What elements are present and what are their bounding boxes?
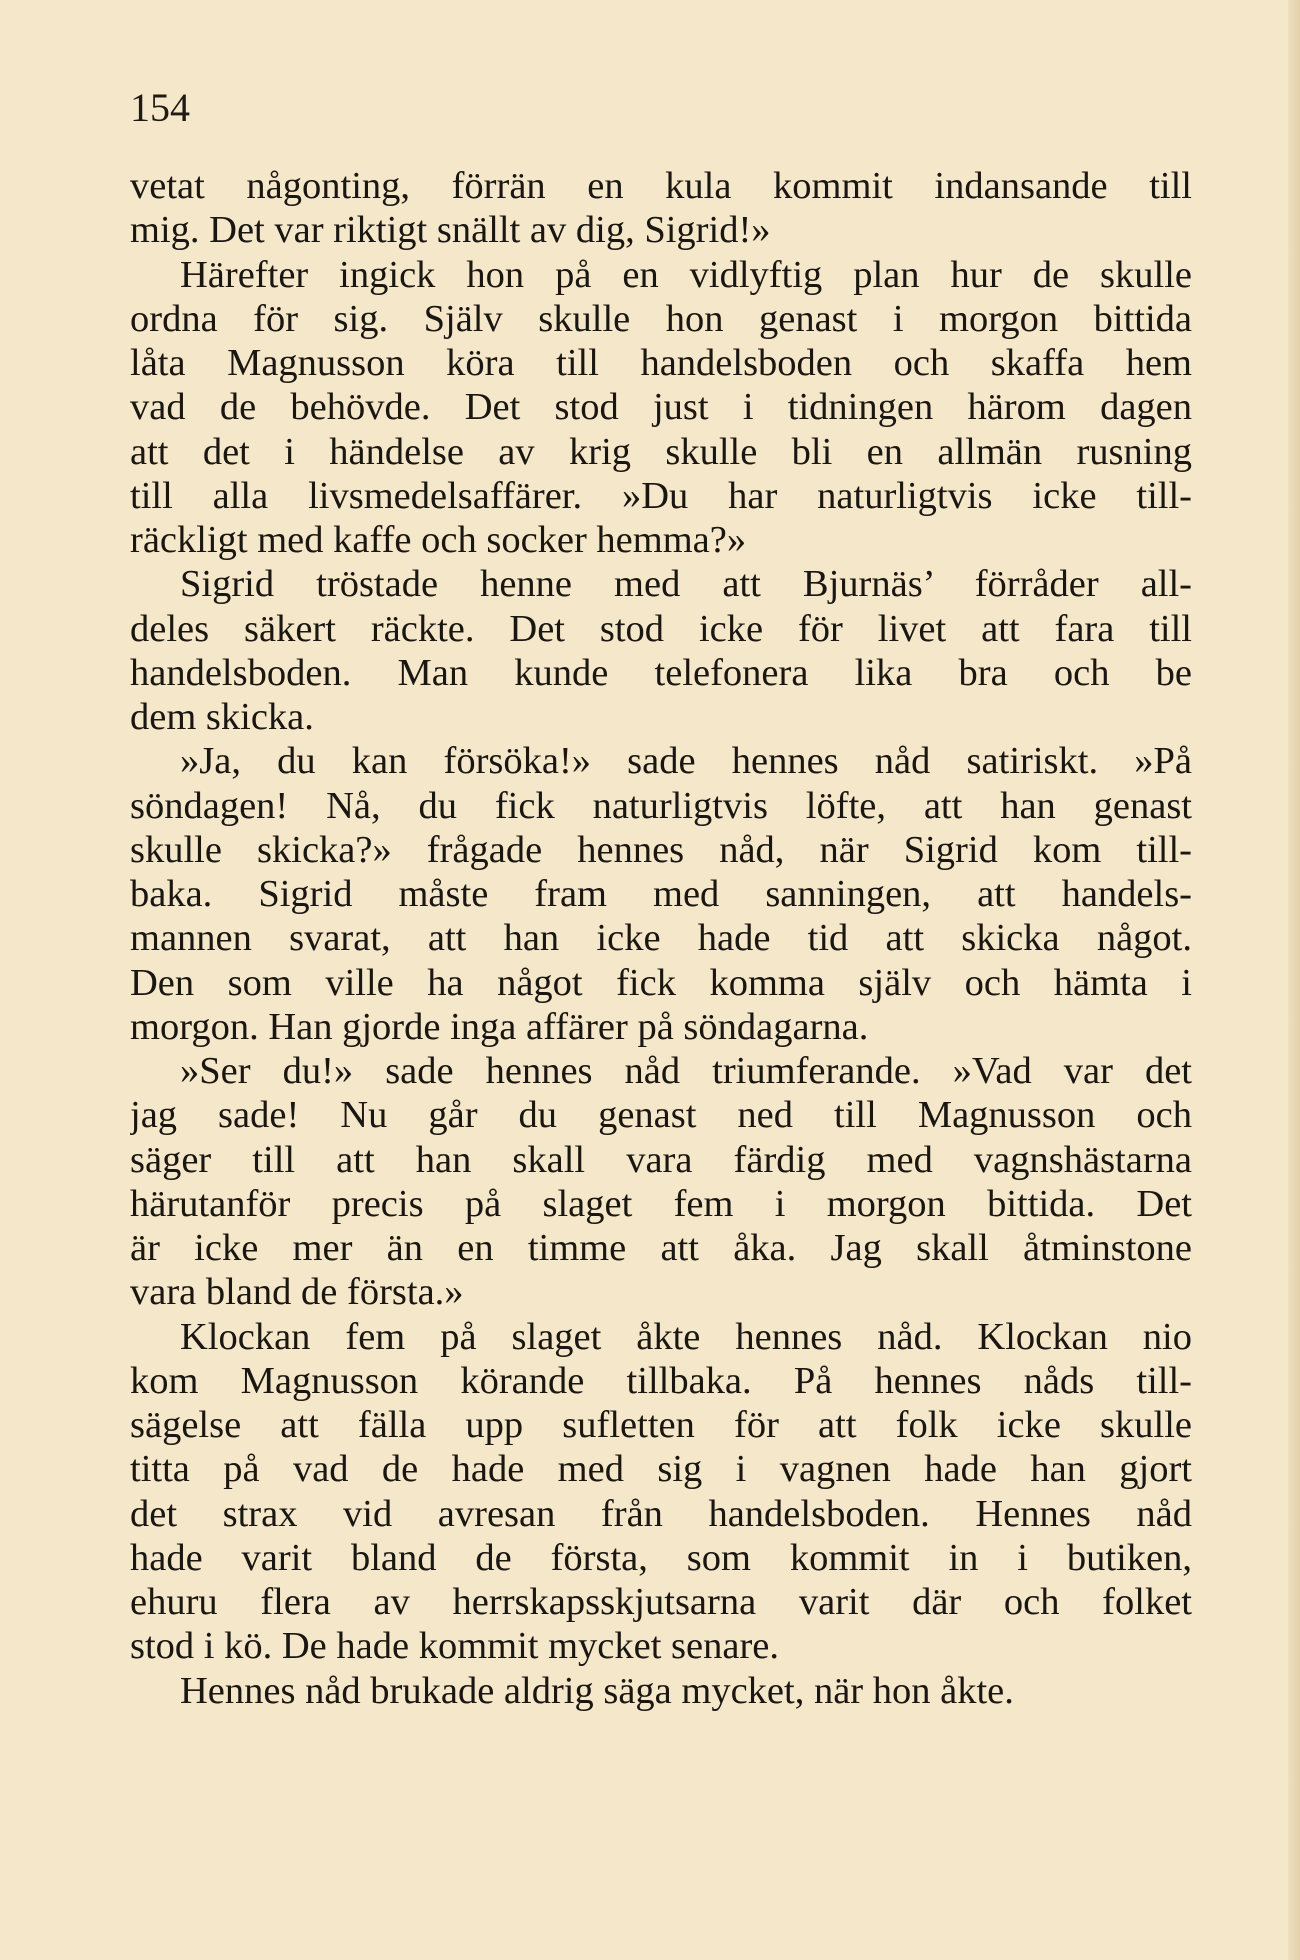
page-edge (1288, 0, 1300, 1960)
text-line: Hennes nåd brukade aldrig säga mycket, när hon åkte. (180, 1669, 1014, 1712)
text-line: det strax vid avresan från handelsboden. Hennes nåd (130, 1492, 1192, 1535)
text-line: ordna för sig. Själv skulle hon genast i morgon bittida (130, 297, 1192, 340)
text-line: vad de behövde. Det stod just i tidningen härom dagen (130, 386, 1192, 429)
text-line: »Ja, du kan försöka!» sade hennes nåd satiriskt. »På (180, 740, 1192, 783)
text-line: Härefter ingick hon på en vidlyftig plan hur de skulle (180, 253, 1192, 296)
text-line: härutanför precis på slaget fem i morgon bittida. Det (130, 1182, 1192, 1225)
text-line: söndagen! Nå, du fick naturligtvis löfte, att han genast (130, 784, 1192, 827)
text-line: sägelse att fälla upp sufletten för att folk icke skulle (130, 1404, 1192, 1446)
text-line: vara bland de första.» (130, 1271, 464, 1314)
page-number: 154 (130, 85, 190, 130)
text-line: Sigrid tröstade henne med att Bjurnäs’ förråder all- (180, 563, 1192, 606)
text-line: Klockan fem på slaget åkte hennes nåd. Klockan nio (180, 1315, 1192, 1358)
text-line: hade varit bland de första, som kommit in i butiken, (130, 1536, 1192, 1579)
text-line: titta på vad de hade med sig i vagnen hade han gjort (130, 1448, 1192, 1491)
text-line: Den som ville ha något fick komma själv och hämta i (130, 961, 1192, 1004)
text-line: dem skicka. (130, 696, 314, 738)
text-line: handelsboden. Man kunde telefonera lika bra och be (130, 651, 1192, 694)
body-text (130, 164, 1192, 1713)
text-line: stod i kö. De hade kommit mycket senare. (130, 1625, 779, 1668)
text-line: jag sade! Nu går du genast ned till Magnusson och (130, 1094, 1192, 1137)
text-line: »Ser du!» sade hennes nåd triumferande. »Vad var det (180, 1050, 1192, 1092)
text-line: till alla livsmedelsaffärer. »Du har naturligtvis icke till- (130, 474, 1192, 517)
text-line: mannen svarat, att han icke hade tid att skicka något. (130, 917, 1192, 960)
text-line: räckligt med kaffe och socker hemma?» (130, 519, 747, 561)
text-line: säger till att han skall vara färdig med vagnshästarna (130, 1138, 1192, 1181)
text-line: vetat någonting, förrän en kula kommit indansande till (130, 165, 1192, 207)
text-line: är icke mer än en timme att åka. Jag skall åtminstone (130, 1227, 1192, 1269)
text-line: mig. Det var riktigt snällt av dig, Sigrid!» (130, 209, 771, 252)
text-line: ehuru flera av herrskapsskjutsarna varit där och folket (130, 1581, 1192, 1623)
text-line: att det i händelse av krig skulle bli en allmän rusning (130, 430, 1192, 473)
text-line: deles säkert räckte. Det stod icke för livet att fara till (130, 607, 1192, 650)
text-line: låta Magnusson köra till handelsboden och skaffa hem (130, 342, 1192, 384)
text-line: skulle skicka?» frågade hennes nåd, när Sigrid kom till- (130, 828, 1192, 871)
text-line: kom Magnusson körande tillbaka. På hennes nåds till- (130, 1359, 1192, 1402)
text-line: morgon. Han gjorde inga affärer på söndagarna. (130, 1005, 869, 1048)
text-line: baka. Sigrid måste fram med sanningen, att handels- (130, 873, 1192, 915)
